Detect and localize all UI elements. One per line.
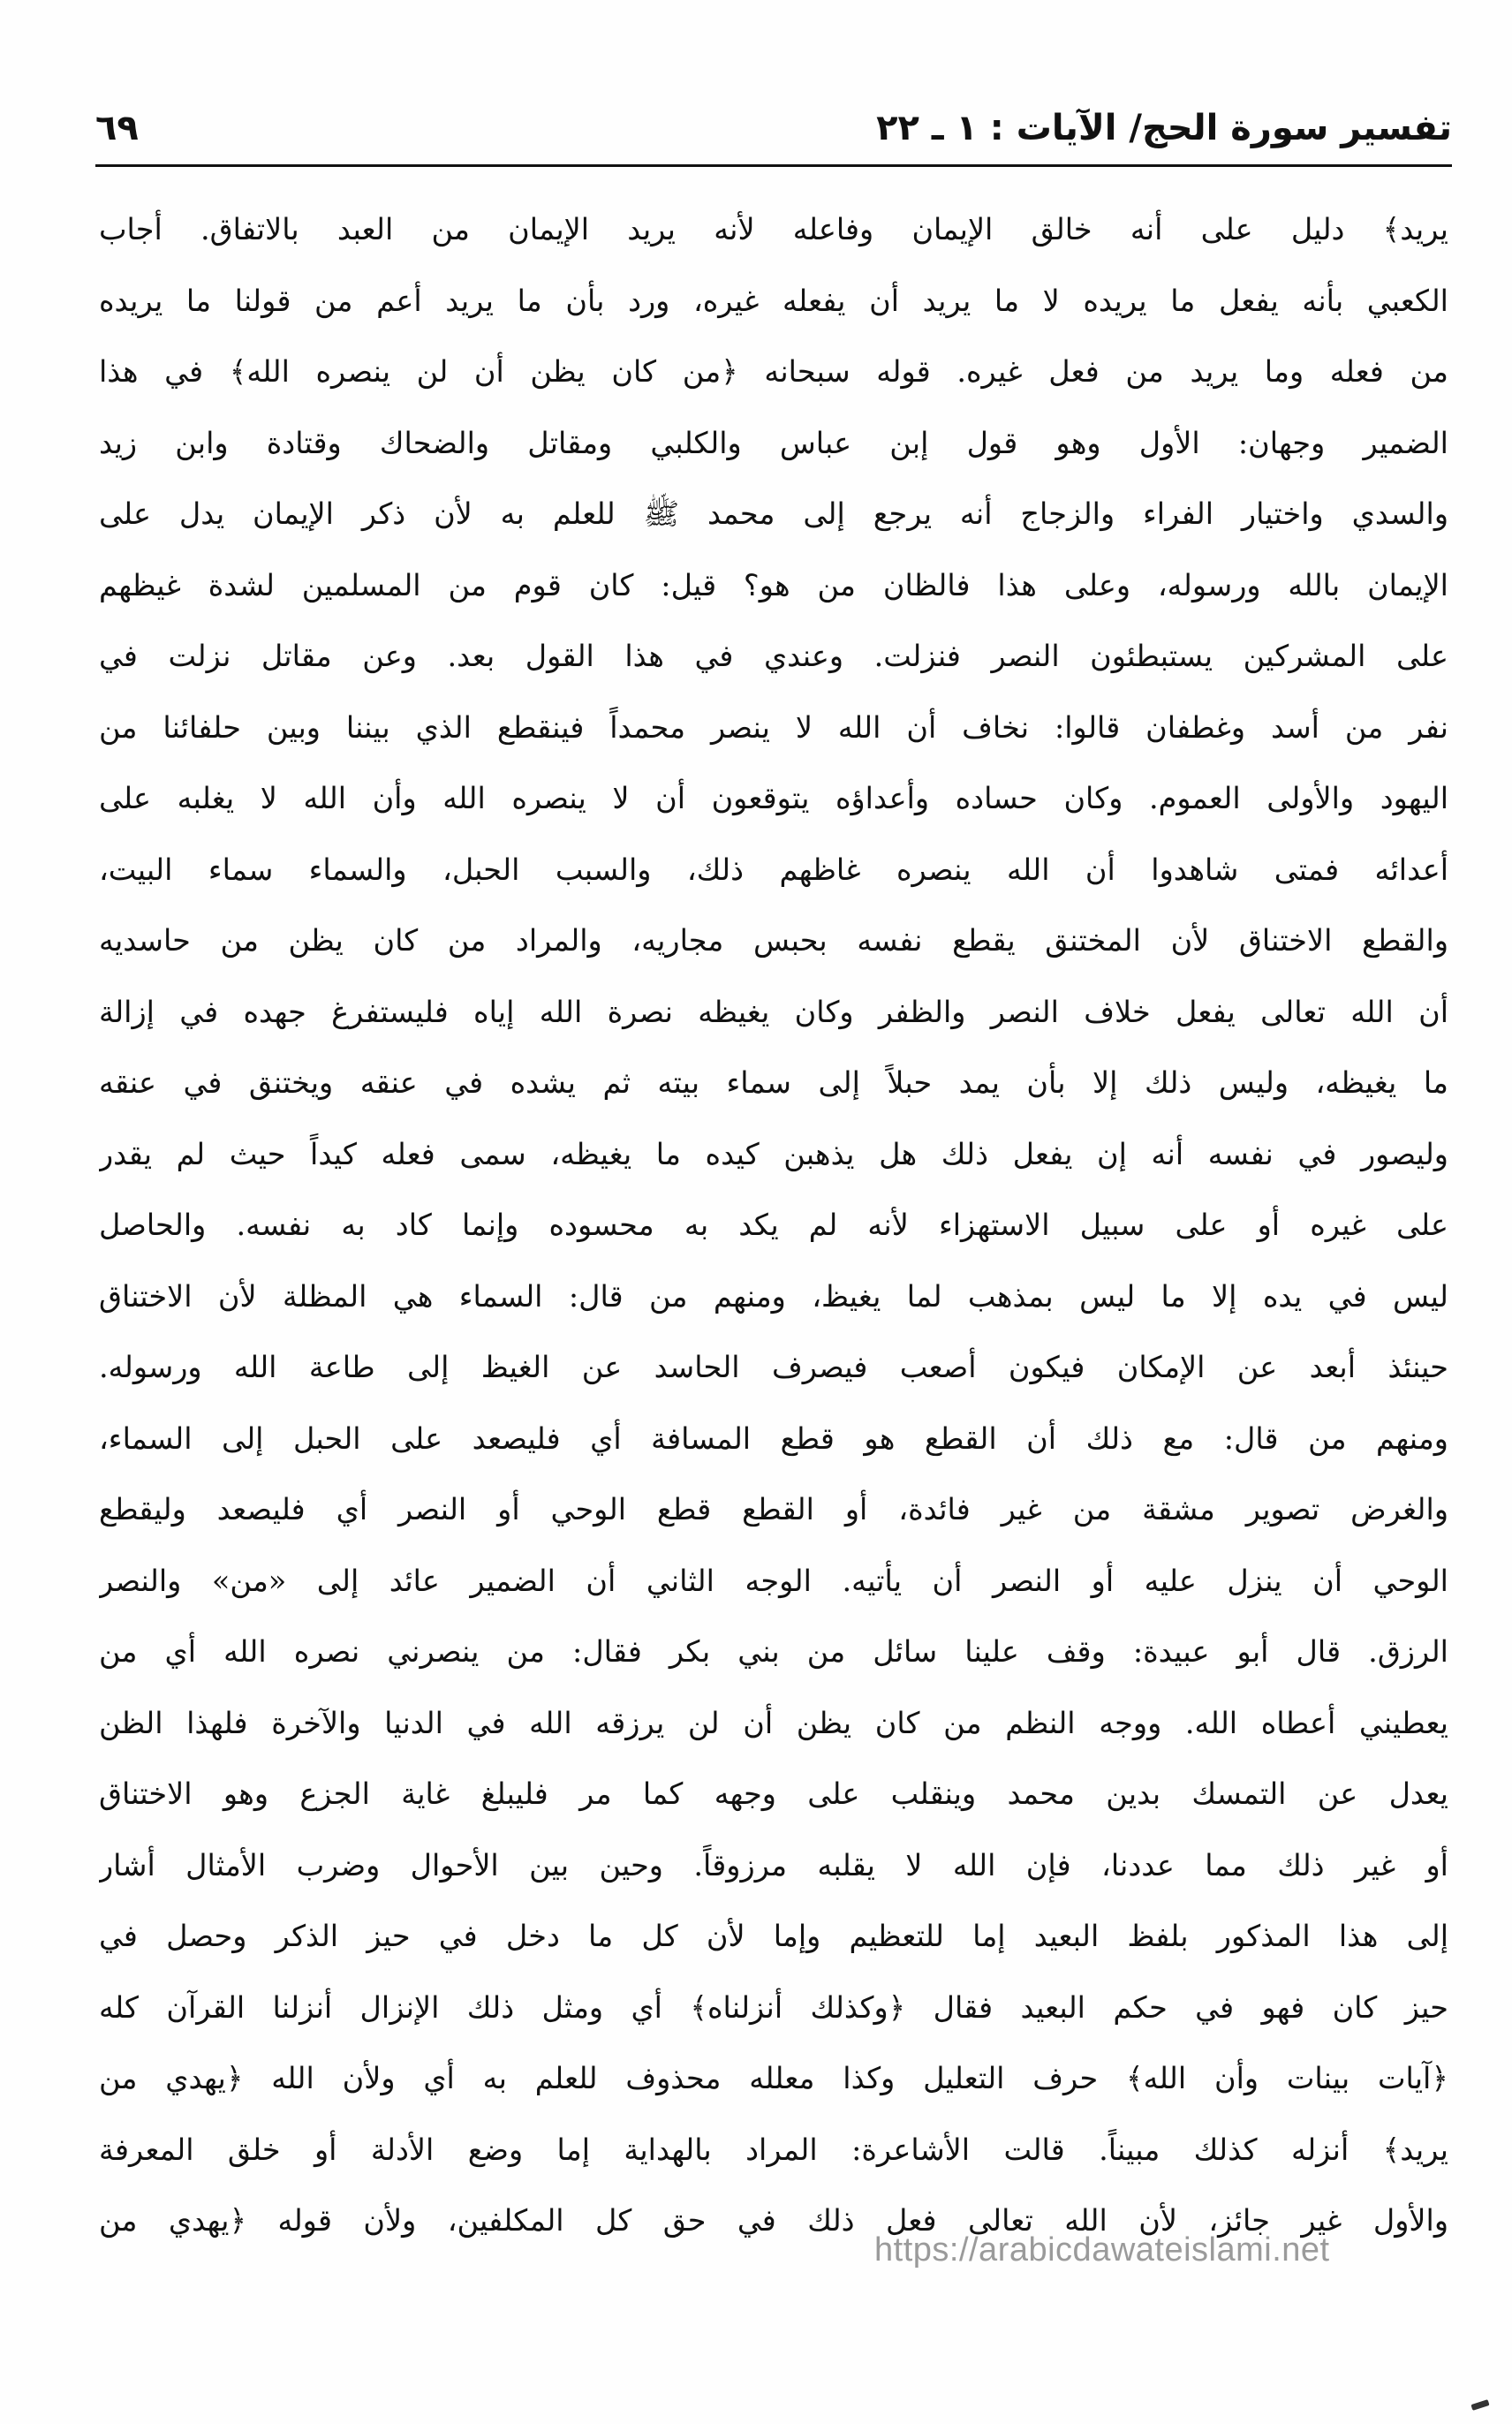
text-line: من فعله وما يريد من فعل غيره. قوله سبحانه ﴿من كان يظن أن لن ينصره الله﴾ في هذا [99, 354, 1448, 389]
text-line: يعدل عن التمسك بدين محمد وينقلب على وجهه كما مر فليبلغ غاية الجزع وهو الاختناق [99, 1776, 1448, 1811]
text-line: إلى هذا المذكور بلفظ البعيد إما للتعظيم وإما لأن كل ما دخل في حيز الذكر وحصل في [99, 1919, 1448, 1953]
text-line: ليس في يده إلا ما ليس بمذهب لما يغيظ، ومنهم من قال: السماء هي المظلة لأن الاختناق [99, 1278, 1448, 1314]
text-line: وليصور في نفسه أنه إن يفعل ذلك هل يذهبن كيده ما يغيظه، سمى فعله كيداً حيث لم يقدر [99, 1136, 1448, 1171]
running-title: تفسير سورة الحج/ الآيات : ١ ـ ٢٢ [876, 108, 1452, 148]
text-line: يريد﴾ أنزله كذلك مبيناً. قالت الأشاعرة: المراد بالهداية إما وضع الأدلة أو خلق المعرفة [99, 2132, 1448, 2167]
text-line: والأول غير جائز، لأن الله تعالى فعل ذلك في حق كل المكلفين، ولأن قوله ﴿يهدي من [99, 2203, 1448, 2238]
text-line: حينئذ أبعد عن الإمكان فيكون أصعب فيصرف الحاسد عن الغيظ إلى طاعة الله ورسوله. [99, 1350, 1448, 1384]
text-line: أن الله تعالى يفعل خلاف النصر والظفر وكان يغيظه نصرة الله إياه فليستفرغ جهده في إزالة [99, 994, 1448, 1029]
body-text [99, 194, 1448, 2257]
text-line: الوحي أن ينزل عليه أو النصر أن يأتيه. الوجه الثاني أن الضمير عائد إلى «من» والنصر [99, 1563, 1448, 1598]
text-line: والقطع الاختناق لأن المختنق يقطع نفسه بحبس مجاريه، والمراد من كان يظن من حاسديه [99, 923, 1448, 958]
text-line: نفر من أسد وغطفان قالوا: نخاف أن الله لا ينصر محمداً فينقطع الذي بيننا وبين حلفائنا من [99, 709, 1448, 745]
text-line: يريد﴾ دليل على أنه خالق الإيمان وفاعله لأنه يريد الإيمان من العبد بالاتفاق. أجاب [99, 212, 1448, 246]
header-rule [95, 164, 1452, 167]
text-line: الرزق. قال أبو عبيدة: وقف علينا سائل من بني بكر فقال: من ينصرني نصره الله أي من [99, 1634, 1448, 1669]
text-line: أعدائه فمتى شاهدوا أن الله ينصره غاظهم ذلك، والسبب الحبل، والسماء سماء البيت، [99, 852, 1448, 887]
page-header [95, 99, 1452, 161]
text-line: ﴿آيات بينات وأن الله﴾ حرف التعليل وكذا معلله محذوف للعلم به أي ولأن الله ﴿يهدي من [99, 2061, 1448, 2095]
text-line: الإيمان بالله ورسوله، وعلى هذا فالظان من هو؟ قيل: كان قوم من المسلمين لشدة غيظهم [99, 567, 1448, 602]
text-line: أو غير ذلك مما عددنا، فإن الله لا يقلبه مرزوقاً. وحين بين الأحوال وضرب الأمثال أشار [99, 1847, 1448, 1882]
page-number: ٦٩ [95, 108, 139, 148]
text-line: الكعبي بأنه يفعل ما يريده لا ما يريد أن يفعله غيره، ورد بأن ما يريد أعم من قولنا ما يريده [99, 283, 1448, 318]
watermark-url: https://arabicdawateislami.net [874, 2231, 1330, 2269]
text-line: على المشركين يستبطئون النصر فنزلت. وعندي في هذا القول بعد. وعن مقاتل نزلت في [99, 639, 1448, 673]
corner-mark [1470, 2399, 1489, 2411]
text-line: الضمير وجهان: الأول وهو قول إبن عباس والكلبي ومقاتل والضحاك وقتادة وابن زيد [99, 425, 1448, 460]
text-line: يعطيني أعطاه الله. ووجه النظم من كان يظن أن لن يرزقه الله في الدنيا والآخرة فلهذا الظن [99, 1705, 1448, 1740]
text-line: اليهود والأولى العموم. وكان حساده وأعداؤه يتوقعون أن لا ينصره الله وأن الله لا يغلبه على [99, 781, 1448, 815]
text-line: والسدي واختيار الفراء والزجاج أنه يرجع إلى محمد ﷺ للعلم به لأن ذكر الإيمان يدل على [99, 496, 1448, 531]
text-line: والغرض تصوير مشقة من غير فائدة، أو القطع قطع الوحي أو النصر أي فليصعد وليقطع [99, 1492, 1448, 1526]
text-line: ومنهم من قال: مع ذلك أن القطع هو قطع المسافة أي فليصعد على الحبل إلى السماء، [99, 1420, 1448, 1456]
text-line: ما يغيظه، وليس ذلك إلا بأن يمد حبلاً إلى سماء بيته ثم يشده في عنقه ويختنق في عنقه [99, 1065, 1448, 1100]
text-line: على غيره أو على سبيل الاستهزاء لأنه لم يكد به محسوده وإنما كاد به نفسه. والحاصل [99, 1208, 1448, 1242]
text-line: حيز كان فهو في حكم البعيد فقال ﴿وكذلك أنزلناه﴾ أي ومثل ذلك الإنزال أنزلنا القرآن كله [99, 1989, 1448, 2025]
